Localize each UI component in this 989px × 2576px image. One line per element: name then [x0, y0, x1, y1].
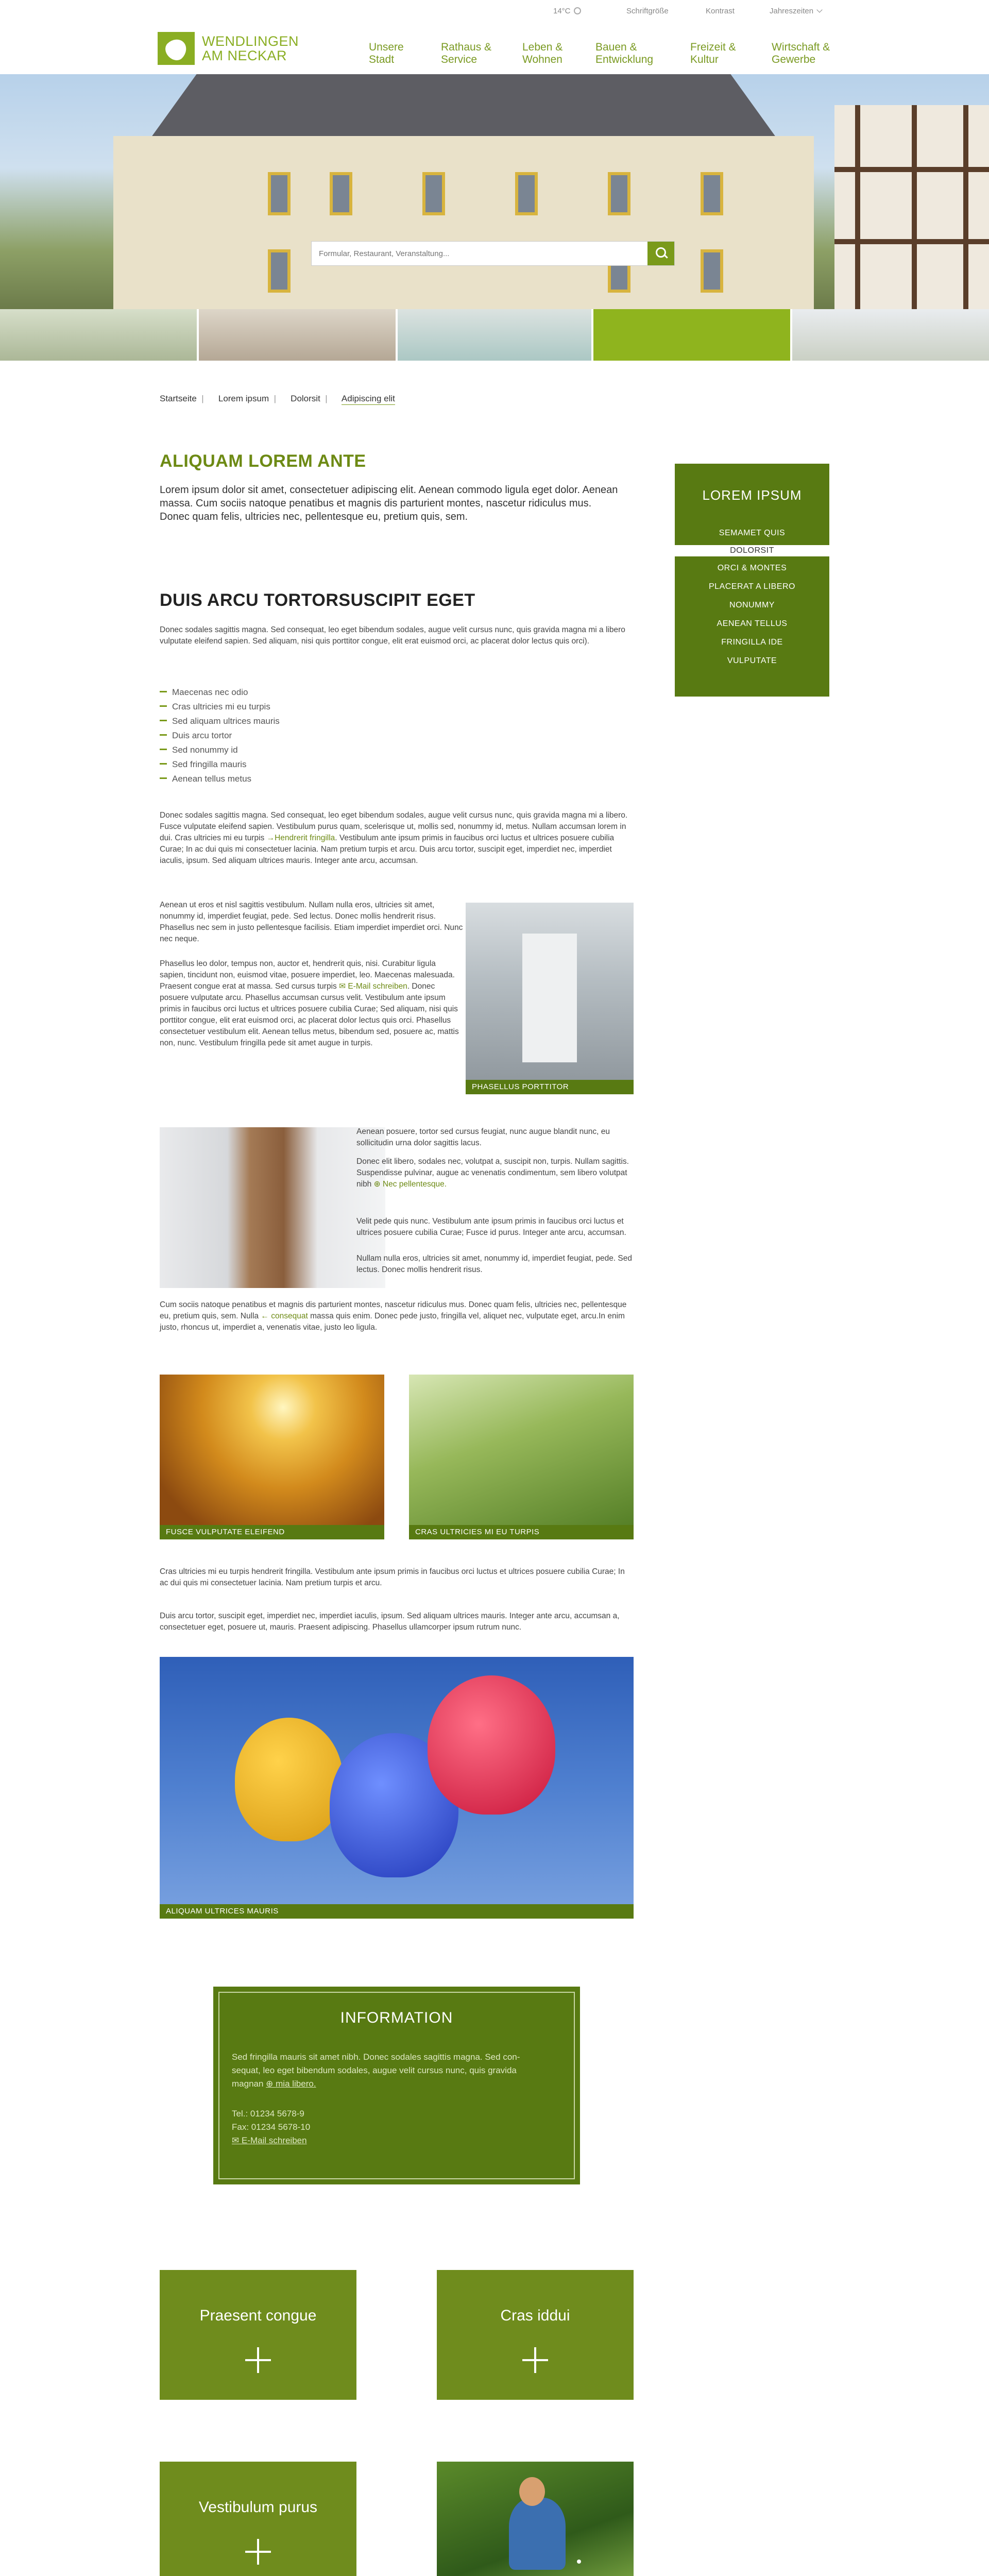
paragraph: Duis arcu tortor, suscipit eget, imperdiet nec, imperdiet iaculis, ipsum. Sed aliquam ultrices mauris. Integer ante arcu, accumsan a, consectetuer eget, posuere ut, mauris. Praesent adipiscing. Phasellus ullamcorper ipsum rutrum nunc.: [160, 1612, 620, 1632]
info-title: INFORMATION: [340, 2009, 453, 2026]
info-link[interactable]: ⊕ mia libero.: [266, 2079, 316, 2089]
paragraph: Cras ultricies mi eu turpis hendrerit fringilla. Vestibulum ante ipsum primis in faucibus orci luctus et ultrices posuere cubilia Curae; In ac dui quis mi consectetuer lacinia. Nam pretium turpis et arcu.: [160, 1567, 625, 1587]
tile-vestibulum-purus[interactable]: Vestibulum purus: [160, 2462, 356, 2576]
search-box: [311, 241, 675, 266]
corridor-light: [522, 934, 577, 1062]
slider-dot[interactable]: [577, 2560, 581, 2564]
thumbnail[interactable]: [398, 309, 591, 361]
office-image: [160, 1127, 385, 1288]
breadcrumb-item[interactable]: Startseite: [160, 394, 197, 403]
lead-text: Lorem ipsum dolor sit amet, consectetuer adipiscing elit. Aenean commodo ligula eget dolor. Aenean massa. Cum sociis natoque penatibus et magnis dis parturient montes, nascetur ridiculus mus. Donec quam felis, ultricies nec, pellentesque eu, pretium quis, sem.: [160, 484, 618, 522]
top-bar: [0, 0, 989, 23]
list-item: Sed aliquam ultrices mauris: [160, 714, 280, 728]
tile-cras-iddui[interactable]: Cras iddui: [437, 2270, 634, 2400]
email-link[interactable]: ✉ E-Mail schreiben: [339, 982, 407, 991]
bullet-list: [160, 685, 280, 786]
list-item: Aenean tellus metus: [160, 772, 280, 786]
info-box: [213, 1987, 580, 2184]
sidebar-item[interactable]: FRINGILLA IDE: [721, 638, 783, 647]
nav-rathaus-service[interactable]: Rathaus & Service: [441, 41, 492, 65]
sidebar-item-active[interactable]: DOLORSIT: [675, 545, 829, 556]
nav-freizeit-kultur[interactable]: Freizeit & Kultur: [690, 41, 736, 65]
balloons-image: [160, 1657, 634, 1919]
sidebar-item[interactable]: PLACERAT A LIBERO: [709, 582, 795, 591]
thumbnail[interactable]: [792, 309, 989, 361]
chevron-down-icon: [816, 7, 822, 12]
info-email-link[interactable]: ✉ E-Mail schreiben: [232, 2136, 307, 2145]
breadcrumb-item[interactable]: Dolorsit: [291, 394, 320, 403]
sidebar-title: LOREM IPSUM: [702, 487, 802, 503]
page-kicker: ALIQUAM LOREM ANTE: [160, 451, 366, 471]
hero-image: [0, 74, 989, 309]
sidebar-item[interactable]: ORCI & MONTES: [717, 564, 787, 572]
hiker-backpack: [509, 2498, 566, 2570]
search-input[interactable]: [319, 247, 638, 260]
autumn-image: [160, 1375, 384, 1539]
list-item: Sed nonummy id: [160, 743, 280, 757]
paragraph: Nullam nulla eros, ultricies sit amet, nonummy id, imperdiet feugiat, pede. Sed lectus. Donec mollis hendrerit risus.: [356, 1254, 632, 1274]
grass-image: [409, 1375, 634, 1539]
sidebar-item[interactable]: SEMAMET QUIS: [719, 529, 786, 537]
roof: [93, 74, 834, 136]
seasons-dropdown[interactable]: Jahreszeiten: [770, 7, 822, 15]
sidebar-item[interactable]: NONUMMY: [729, 601, 775, 609]
contrast-link[interactable]: Kontrast: [706, 7, 735, 15]
image-caption: CRAS ULTRICIES MI EU TURPIS: [409, 1525, 634, 1539]
paragraph: Phasellus leo dolor, tempus non, auctor et, hendrerit quis, nisi. Curabitur ligula sapien, tincidunt non, euismod vitae, posuere imperdiet, leo. Maecenas malesuada. Praesent congue erat at massa. Sed cursus turpis ✉ E-Mail schreiben. Donec posuere vulputate arcu. Phasellus accumsan cursus velit. Vestibulum ante ipsum primis in faucibus orci luctus et ultrices posuere cubilia Curae; Sed aliquam, nisi quis porttitor congue, elit erat euismod orci, ac placerat dolor lectus quis orci. Phasellus consectetuer vestibulum elit. Aenean tellus metus, bibendum sed, posuere ac, mattis non, nunc. Vestibulum fringilla pede sit amet augue in turpis.: [160, 959, 459, 1047]
nav-bauen-entwicklung[interactable]: Bauen & Entwicklung: [595, 41, 654, 65]
plus-icon: [245, 2347, 271, 2373]
weather: 14°C: [553, 7, 581, 15]
tile-hiker-image[interactable]: [437, 2462, 634, 2576]
paragraph: Donec sodales sagittis magna. Sed consequat, leo eget bibendum sodales, augue velit cursus nunc, quis gravida magna mi a libero. Fusce vulputate eleifend sapien. Vestibulum purus quam, scelerisque ut, mollis sed, nonummy id, metus. Nullam accumsan lorem in dui. Cras ultricies mi eu turpis →Hendrerit fringilla. Vestibulum ante ipsum primis in faucibus orci luctus et ultrices posuere cubilia Curae; In ac dui quis mi consectetuer lacinia. Nam pretium turpis et arcu. Duis arcu tortor, suscipit eget, imperdiet nec, imperdiet iaculis, ipsum. Sed aliquam ultrices mauris. Integer ante arcu, accumsan.: [160, 811, 628, 865]
image-caption: FUSCE VULPUTATE ELEIFEND: [160, 1525, 384, 1539]
paragraph: Aenean ut eros et nisl sagittis vestibulum. Nullam nulla eros, ultricies sit amet, nonummy id, imperdiet feugiat, pede. Sed lectus. Donec mollis hendrerit risus. Phasellus nec sem in justo pellentesque facilisis. Etiam imperdiet imperdiet orci. Nunc nec neque.: [160, 901, 463, 943]
thumbnail-active[interactable]: [593, 309, 790, 361]
thumbnail[interactable]: [199, 309, 396, 361]
list-item: Maecenas nec odio: [160, 685, 280, 700]
paragraph: Donec sodales sagittis magna. Sed consequat, leo eget bibendum sodales, augue velit cursus nunc, quis gravida magna mi a libero vulputate eleifend sapien. Sed aliquam, nisi quis porttitor congue, elit erat euismod orci, ac placerat dolor lectus quis orci).: [160, 625, 625, 646]
nav-wirtschaft-gewerbe[interactable]: Wirtschaft & Gewerbe: [772, 41, 830, 65]
hiker-head: [519, 2477, 545, 2506]
breadcrumb-current: Adipiscing elit: [342, 394, 395, 405]
info-text: Sed fringilla mauris sit amet nibh. Donec sodales sagittis magna. Sed con- sequat, leo eget bibendum sodales, augue velit cursus nunc, quis gravida magnan ⊕ mia libero.: [232, 2052, 520, 2089]
font-size-link[interactable]: Schriftgröße: [626, 7, 669, 15]
nav-unsere-stadt[interactable]: Unsere Stadt: [369, 41, 404, 65]
consequat-link[interactable]: ← consequat: [261, 1312, 308, 1320]
section-title: DUIS ARCU TORTORSUSCIPIT EGET: [160, 590, 475, 610]
half-timbered-house: [834, 105, 989, 309]
red-balloon: [428, 1675, 555, 1815]
yellow-balloon: [235, 1718, 343, 1841]
plus-icon: [245, 2539, 271, 2565]
image-caption: ALIQUAM ULTRICES MAURIS: [160, 1904, 634, 1919]
sidebar-menu: [675, 464, 829, 697]
nav-leben-wohnen[interactable]: Leben & Wohnen: [522, 41, 563, 65]
image-caption: PHASELLUS PORTTITOR: [466, 1080, 634, 1094]
sidebar-item[interactable]: VULPUTATE: [727, 656, 777, 665]
thumbnail-strip: [0, 309, 989, 361]
logo-icon[interactable]: [158, 32, 195, 65]
paragraph: Aenean posuere, tortor sed cursus feugiat, nunc augue blandit nunc, eu sollicitudin urna dolor sagittis lacus.: [356, 1127, 610, 1147]
paragraph: Cum sociis natoque penatibus et magnis dis parturient montes, nascetur ridiculus mus. Donec quam felis, ultricies nec, pellentesque eu, pretium quis, sem. Nulla ← consequat massa quis enim. Donec pede justo, fringilla vel, aliquet nec, vulputate eget, arcu.In enim justo, rhoncus ut, imperdiet a, venenatis vitae, justo leo ligula.: [160, 1300, 627, 1332]
paragraph: Donec elit libero, sodales nec, volutpat a, suscipit non, turpis. Nullam sagittis. Suspendisse pulvinar, augue ac venenatis condimentum, sem libero volutpat nibh ⊕ Nec pellentesque.: [356, 1157, 629, 1189]
logo-text[interactable]: WENDLINGEN AM NECKAR: [202, 33, 299, 63]
plus-icon: [522, 2347, 548, 2373]
breadcrumb: Startseite | Lorem ipsum | Dolorsit | Adipiscing elit: [160, 394, 402, 404]
thumbnail[interactable]: [0, 309, 197, 361]
corridor-image: [466, 903, 634, 1094]
list-item: Cras ultricies mi eu turpis: [160, 700, 280, 714]
tile-praesent-congue[interactable]: Praesent congue: [160, 2270, 356, 2400]
search-button[interactable]: [647, 242, 674, 265]
list-item: Sed fringilla mauris: [160, 757, 280, 772]
hendrerit-link[interactable]: →Hendrerit fringilla: [266, 834, 335, 842]
paragraph: Velit pede quis nunc. Vestibulum ante ipsum primis in faucibus orci luctus et ultrices posuere cubilia Curae; Fusce id purus. Integer ante arcu, accumsan.: [356, 1217, 626, 1237]
sun-icon: [574, 7, 581, 14]
breadcrumb-item[interactable]: Lorem ipsum: [218, 394, 269, 403]
nec-link[interactable]: ⊕ Nec pellentesque.: [373, 1180, 447, 1189]
info-contact: Tel.: 01234 5678-9 Fax: 01234 5678-10 ✉ E-Mail schreiben: [232, 2109, 311, 2145]
list-item: Duis arcu tortor: [160, 728, 280, 743]
sidebar-item[interactable]: AENEAN TELLUS: [717, 619, 788, 628]
